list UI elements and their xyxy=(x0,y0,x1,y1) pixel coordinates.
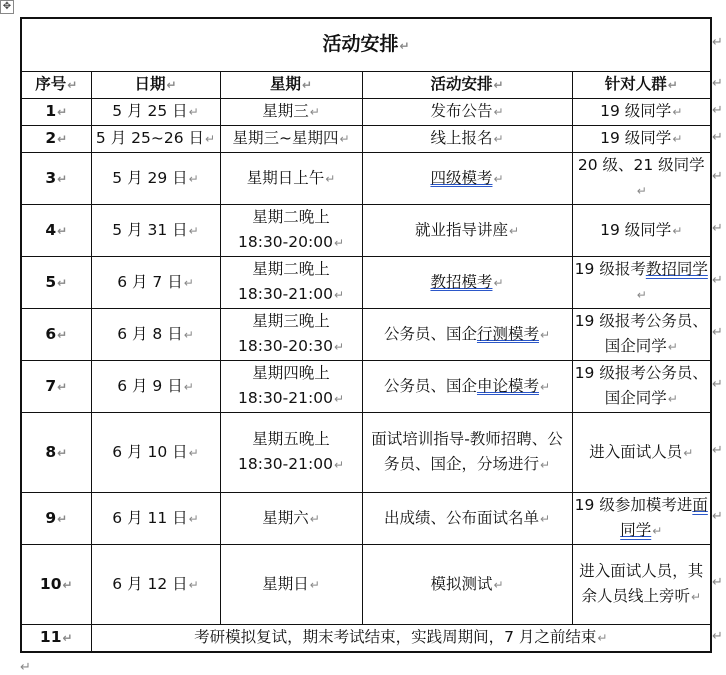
table-row xyxy=(21,257,711,309)
activity-cell xyxy=(362,257,572,309)
return-mark: ↵ xyxy=(325,171,336,186)
date-cell: 6 月 8 日↵ xyxy=(91,309,220,361)
return-mark: ↵ xyxy=(690,590,702,604)
audience-text: 进入面试人员，其余人员线上旁听 xyxy=(579,562,704,605)
return-mark: ↵ xyxy=(57,171,68,186)
column-header: 日期↵ xyxy=(91,72,220,99)
row-number: 9↵ xyxy=(21,493,91,545)
row-end-mark: ↵ xyxy=(712,509,723,524)
table-row xyxy=(21,493,711,545)
activity-text: 四级模考 xyxy=(430,168,493,187)
weekday-cell: 星期四晚上 18:30-21:00↵ xyxy=(220,361,362,413)
activity-text: 出成绩、公布面试名单 xyxy=(383,508,539,527)
return-mark: ↵ xyxy=(62,631,73,645)
audience-text: 19 级参加模考进 xyxy=(574,496,693,514)
return-mark: ↵ xyxy=(188,171,199,186)
activity-text: 申论模考 xyxy=(476,376,539,395)
weekday-cell: 星期日↵ xyxy=(220,545,362,625)
audience-text: 19 级报考公务员、国企同学 xyxy=(574,312,708,355)
audience-cell xyxy=(572,361,711,413)
audience-cell xyxy=(572,153,711,205)
audience-cell xyxy=(572,126,711,153)
return-mark: ↵ xyxy=(672,223,683,238)
return-mark: ↵ xyxy=(667,392,678,406)
column-header: 活动安排↵ xyxy=(362,72,572,99)
return-mark: ↵ xyxy=(493,78,504,92)
weekday-cell: 星期日上午↵ xyxy=(220,153,362,205)
activity-text: 就业指导讲座 xyxy=(414,220,508,239)
weekday-cell: 星期二晚上 18:30-20:00↵ xyxy=(220,205,362,257)
header-row xyxy=(21,72,711,99)
row-number: 8↵ xyxy=(21,413,91,493)
column-header: 星期↵ xyxy=(220,72,362,99)
audience-cell xyxy=(572,413,711,493)
activity-text: 公务员、国企 xyxy=(383,324,477,343)
return-mark: ↵ xyxy=(57,379,68,394)
table-row xyxy=(21,309,711,361)
return-mark: ↵ xyxy=(667,78,678,92)
return-mark: ↵ xyxy=(57,327,68,342)
return-mark: ↵ xyxy=(188,223,199,238)
return-mark: ↵ xyxy=(57,105,68,119)
return-mark: ↵ xyxy=(672,105,683,119)
return-mark: ↵ xyxy=(333,458,344,472)
activity-cell xyxy=(362,413,572,493)
table-move-handle-icon[interactable]: ✥ xyxy=(0,0,14,14)
row-number: 5↵ xyxy=(21,257,91,309)
return-mark: ↵ xyxy=(309,577,320,592)
row-end-mark: ↵ xyxy=(712,75,723,91)
row-end-mark: ↵ xyxy=(712,575,723,590)
return-mark: ↵ xyxy=(667,340,678,354)
table-row xyxy=(21,545,711,625)
date-cell: 5 月 25~26 日↵ xyxy=(91,126,220,153)
row-end-mark: ↵ xyxy=(712,102,723,118)
activity-text: 发布公告 xyxy=(430,102,493,120)
return-mark: ↵ xyxy=(188,445,199,460)
row-end-mark: ↵ xyxy=(712,273,723,288)
row-end-mark: ↵ xyxy=(712,629,723,644)
table-row xyxy=(21,99,711,126)
activity-text: 公务员、国企 xyxy=(383,376,477,395)
audience-text: 进入面试人员 xyxy=(589,442,683,461)
table-row xyxy=(21,361,711,413)
date-cell: 6 月 10 日↵ xyxy=(91,413,220,493)
row-number: 11↵ xyxy=(21,625,91,653)
return-mark: ↵ xyxy=(493,275,504,290)
return-mark: ↵ xyxy=(333,288,344,302)
return-mark: ↵ xyxy=(333,340,344,354)
row-end-mark: ↵ xyxy=(712,129,723,145)
audience-cell xyxy=(572,205,711,257)
row-end-mark: ↵ xyxy=(712,221,723,236)
weekday-cell: 星期三晚上 18:30-20:30↵ xyxy=(220,309,362,361)
row-number: 1↵ xyxy=(21,99,91,126)
return-mark: ↵ xyxy=(57,132,68,146)
activity-text: 模拟测试 xyxy=(430,574,493,593)
return-mark: ↵ xyxy=(57,445,68,460)
return-mark: ↵ xyxy=(57,275,68,290)
paragraph-mark: ↵ xyxy=(20,660,31,675)
audience-cell xyxy=(572,309,711,361)
return-mark: ↵ xyxy=(672,132,683,146)
return-mark: ↵ xyxy=(493,171,504,186)
return-mark: ↵ xyxy=(57,511,68,526)
weekday-cell: 星期六↵ xyxy=(220,493,362,545)
row-number: 7↵ xyxy=(21,361,91,413)
activity-cell xyxy=(362,493,572,545)
return-mark: ↵ xyxy=(57,223,68,238)
return-mark: ↵ xyxy=(636,184,647,198)
row-number: 10↵ xyxy=(21,545,91,625)
activity-text: 线上报名 xyxy=(430,129,493,147)
return-mark: ↵ xyxy=(333,236,344,250)
date-cell: 5 月 31 日↵ xyxy=(91,205,220,257)
audience-text: 19 级同学 xyxy=(600,220,672,239)
activity-cell xyxy=(362,545,572,625)
activity-text: 面试培训指导-教师招聘、公务员、国企，分场进行 xyxy=(371,430,563,473)
date-cell: 6 月 9 日↵ xyxy=(91,361,220,413)
return-mark: ↵ xyxy=(188,577,199,592)
return-mark: ↵ xyxy=(183,327,194,342)
activity-cell xyxy=(362,309,572,361)
row-end-mark: ↵ xyxy=(712,443,723,458)
date-cell: 6 月 11 日↵ xyxy=(91,493,220,545)
return-mark: ↵ xyxy=(309,105,320,119)
audience-cell xyxy=(572,493,711,545)
merged-note-cell: 考研模拟复试，期末考试结束，实践周期间，7 月之前结束↵ xyxy=(91,625,711,653)
return-mark: ↵ xyxy=(493,132,504,146)
return-mark: ↵ xyxy=(333,392,344,406)
activity-cell xyxy=(362,205,572,257)
return-mark: ↵ xyxy=(309,511,320,526)
return-mark: ↵ xyxy=(493,577,504,592)
audience-text: 教招同学 xyxy=(645,260,708,278)
date-cell: 6 月 7 日↵ xyxy=(91,257,220,309)
weekday-cell: 星期三↵ xyxy=(220,99,362,126)
return-mark: ↵ xyxy=(539,379,551,394)
return-mark: ↵ xyxy=(683,445,694,460)
return-mark: ↵ xyxy=(183,379,194,394)
return-mark: ↵ xyxy=(339,132,350,146)
weekday-cell: 星期三~星期四↵ xyxy=(220,126,362,153)
row-number: 3↵ xyxy=(21,153,91,205)
row-number: 6↵ xyxy=(21,309,91,361)
audience-text: 19 级报考公务员、国企同学 xyxy=(574,364,708,407)
return-mark: ↵ xyxy=(652,524,663,538)
return-mark: ↵ xyxy=(205,132,216,146)
return-mark: ↵ xyxy=(508,223,520,238)
return-mark: ↵ xyxy=(62,577,73,592)
audience-text: 19 级同学 xyxy=(600,102,672,120)
row-number: 4↵ xyxy=(21,205,91,257)
return-mark: ↵ xyxy=(183,275,194,290)
row-number: 2↵ xyxy=(21,126,91,153)
activity-text: 教招模考 xyxy=(430,272,493,291)
audience-cell xyxy=(572,545,711,625)
activity-cell xyxy=(362,153,572,205)
audience-cell xyxy=(572,257,711,309)
audience-text: 19 级报考 xyxy=(574,260,646,278)
row-end-mark: ↵ xyxy=(712,377,723,392)
return-mark: ↵ xyxy=(539,511,551,526)
column-header: 针对人群↵ xyxy=(572,72,711,99)
column-header: 序号↵ xyxy=(21,72,91,99)
return-mark: ↵ xyxy=(539,458,551,472)
audience-text: 19 级同学 xyxy=(600,129,672,147)
return-mark: ↵ xyxy=(597,631,608,645)
table-row xyxy=(21,205,711,257)
return-mark: ↵ xyxy=(188,105,199,119)
date-cell: 5 月 29 日↵ xyxy=(91,153,220,205)
activity-cell xyxy=(362,99,572,126)
return-mark: ↵ xyxy=(493,105,504,119)
table-row xyxy=(21,126,711,153)
row-end-mark: ↵ xyxy=(712,35,723,50)
return-mark: ↵ xyxy=(539,327,551,342)
weekday-cell: 星期五晚上 18:30-21:00↵ xyxy=(220,413,362,493)
row-end-mark: ↵ xyxy=(712,325,723,340)
date-cell: 5 月 25 日↵ xyxy=(91,99,220,126)
date-cell: 6 月 12 日↵ xyxy=(91,545,220,625)
return-mark: ↵ xyxy=(636,288,647,302)
table-row xyxy=(21,413,711,493)
return-mark: ↵ xyxy=(166,78,177,92)
schedule-table xyxy=(20,17,712,653)
activity-cell xyxy=(362,361,572,413)
table-row-last xyxy=(21,625,711,653)
activity-cell xyxy=(362,126,572,153)
return-mark: ↵ xyxy=(188,511,199,526)
row-end-mark: ↵ xyxy=(712,169,723,184)
table-row xyxy=(21,153,711,205)
table-title: 活动安排↵ xyxy=(21,18,711,72)
audience-cell xyxy=(572,99,711,126)
weekday-cell: 星期二晚上 18:30-21:00↵ xyxy=(220,257,362,309)
audience-text: 20 级、21 级同学 xyxy=(577,156,705,174)
audience-text: 面同学 xyxy=(620,496,708,539)
activity-text: 行测模考 xyxy=(476,324,539,343)
return-mark: ↵ xyxy=(301,78,313,92)
return-mark: ↵ xyxy=(67,78,78,92)
